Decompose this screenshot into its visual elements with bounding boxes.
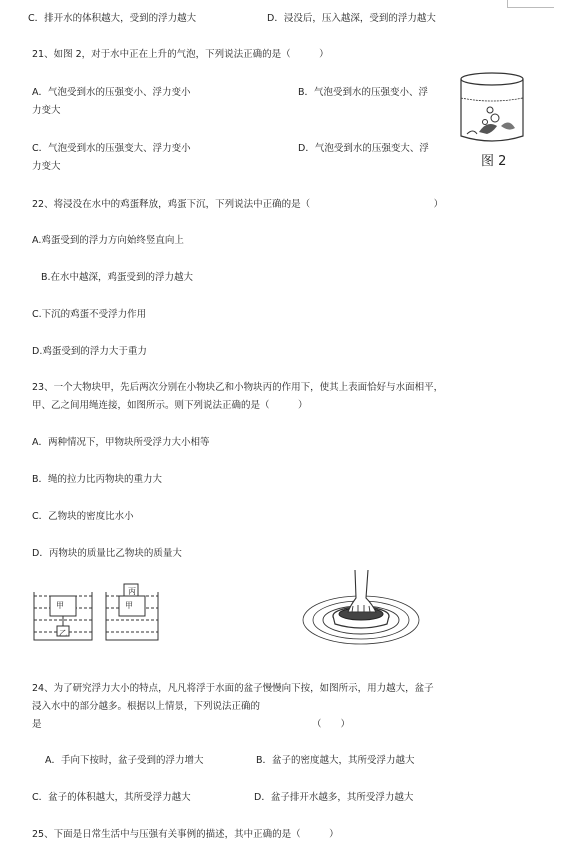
q23-label-jia-1: 甲	[56, 601, 64, 610]
q24-option-d: D．盆子排开水越多，其所受浮力越大	[254, 792, 414, 803]
figure-2-bubble-jar	[455, 70, 529, 154]
q24-stem-line1: 24、为了研究浮力大小的特点，凡凡将浮于水面的盆子慢慢向下按，如图所示，用力越大，盆子	[32, 683, 434, 694]
q23-blocks-figure	[30, 578, 165, 646]
prev-option-d: D．浸没后，压入越深，受到的浮力越大	[267, 13, 436, 24]
page-corner-mark	[507, 0, 554, 8]
q23-label-jia-2: 甲	[125, 601, 133, 610]
q24-basin-figure	[300, 568, 422, 648]
q22-option-a: A.鸡蛋受到的浮力方向始终竖直向上	[32, 235, 184, 246]
q24-stem-line2: 浸入水中的部分越多。根据以上情景，下列说法正确的	[32, 701, 261, 712]
figure-2-label: 图 2	[481, 154, 507, 169]
q23-stem-line2: 甲、乙之间用绳连接，如图所示。则下列说法正确的是（ ）	[32, 400, 308, 411]
q25-stem: 25、下面是日常生活中与压强有关事例的描述，其中正确的是（ ）	[32, 829, 339, 840]
q23-option-a: A．两种情况下，甲物块所受浮力大小相等	[32, 437, 210, 448]
q21-option-b-cont: 力变大	[32, 105, 61, 116]
q24-stem-line3: 是	[32, 719, 42, 730]
q23-label-bing: 丙	[128, 587, 136, 596]
q21-option-a: A．气泡受到水的压强变小、浮力变小	[32, 87, 191, 98]
q23-label-yi: 乙	[59, 629, 67, 638]
q22-stem: 22、将浸没在水中的鸡蛋释放，鸡蛋下沉，下列说法中正确的是（ ）	[32, 199, 444, 210]
q23-stem-line1: 23、一个大物块甲，先后两次分别在小物块乙和小物块丙的作用下，使其上表面恰好与水面相平，	[32, 382, 444, 393]
q21-option-b: B．气泡受到水的压强变小、浮	[298, 87, 429, 98]
q21-stem: 21、如图 2，对于水中正在上升的气泡，下列说法正确的是（ ）	[32, 49, 329, 60]
q24-option-a: A．手向下按时，盆子受到的浮力增大	[45, 755, 204, 766]
q24-option-c: C．盆子的体积越大，其所受浮力越大	[32, 792, 191, 803]
q23-option-c: C．乙物块的密度比水小	[32, 511, 134, 522]
q22-option-c: C.下沉的鸡蛋不受浮力作用	[32, 309, 147, 320]
q22-option-b: B.在水中越深，鸡蛋受到的浮力越大	[41, 272, 194, 283]
q22-option-d: D.鸡蛋受到的浮力大于重力	[32, 346, 147, 357]
q21-option-d: D．气泡受到水的压强变大、浮	[298, 143, 429, 154]
prev-option-c: C．排开水的体积越大，受到的浮力越大	[28, 13, 197, 24]
q24-answer-paren: （ ）	[312, 719, 351, 730]
q23-option-d: D．丙物块的质量比乙物块的质量大	[32, 548, 182, 559]
q23-option-b: B．绳的拉力比丙物块的重力大	[32, 474, 163, 485]
q21-option-d-cont: 力变大	[32, 161, 61, 172]
q21-option-c: C．气泡受到水的压强变大、浮力变小	[32, 143, 191, 154]
q24-option-b: B．盆子的密度越大，其所受浮力越大	[256, 755, 415, 766]
